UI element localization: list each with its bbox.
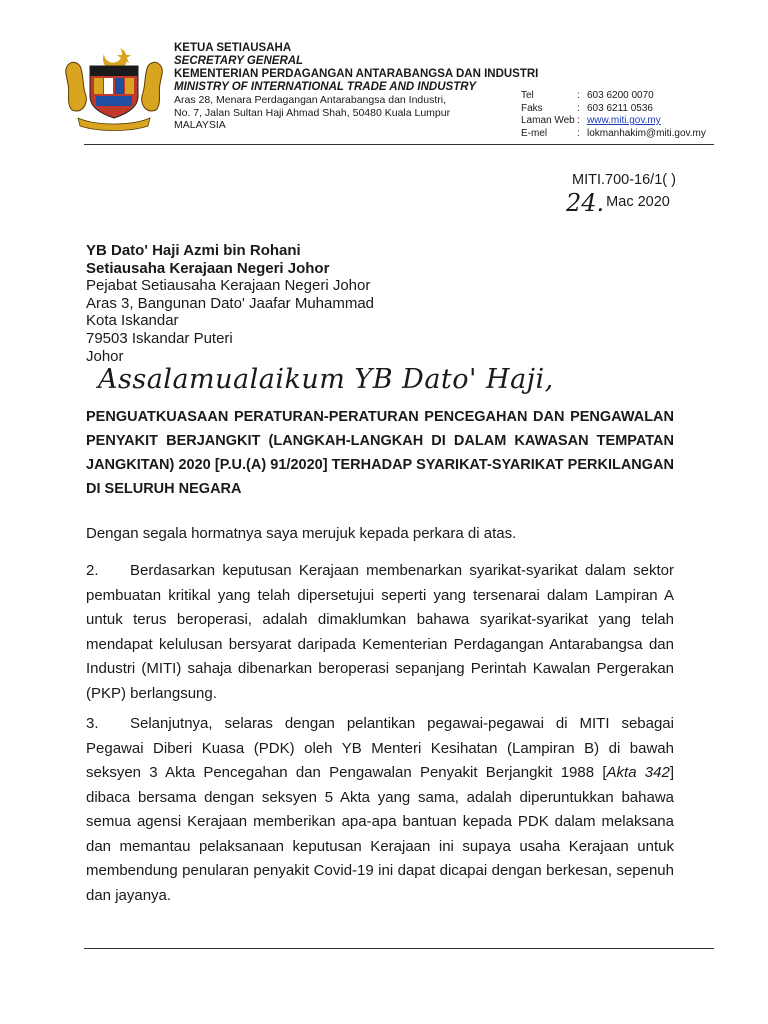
reference-number: MITI.700-16/1( ): [572, 172, 676, 188]
handwritten-greeting: Assalamualaikum YB Dato' Haji,: [98, 364, 554, 395]
ministry-name-en: MINISTRY OF INTERNATIONAL TRADE AND INDUSTRY: [174, 81, 476, 93]
ministry-address-line: Aras 28, Menara Perdagangan Antarabangsa dan Industri,: [174, 94, 447, 106]
recipient-address: [86, 242, 374, 365]
paragraph-text: Berdasarkan keputusan Kerajaan membenarkan syarikat-syarikat dalam sektor pembuatan kritikal yang telah dipersetujui seperti yang tersenarai dalam Lampiran A untuk terus beroperasi, adalah dimaklumkan bahawa syarikat-syarikat yang telah mendapat kelulusan bersyarat daripada Kementerian Perdagangan Antarabangsa dan Industri (MITI) sahaja dibenarkan beroperasi sepanjang Perintah Kawalan Pergerakan (PKP) berlangsung.: [86, 562, 674, 702]
paragraph-number: 2.: [86, 562, 99, 579]
contact-separator: :: [577, 127, 580, 139]
website-link[interactable]: www.miti.gov.my: [587, 115, 661, 126]
contact-separator: :: [577, 115, 580, 126]
recipient-name: YB Dato' Haji Azmi bin Rohani: [86, 242, 301, 259]
paragraph-text: ] dibaca bersama dengan seksyen 5 Akta yang sama, adalah diperuntukkan bahawa semua agensi Kerajaan memberikan apa-apa bantuan kepada PDK dalam melaksana dan memantau pelaksanaan keputusan Kerajaan ini supaya usaha Kerajaan untuk membendung penularan penyakit Covid-19 ini dapat dicapai dengan berkesan, sepenuh dan jayanya.: [86, 764, 674, 904]
contact-block: [521, 90, 706, 140]
ministry-address-line: No. 7, Jalan Sultan Haji Ahmad Shah, 50480 Kuala Lumpur: [174, 106, 451, 119]
letterhead: [174, 42, 538, 132]
paragraph-text: Selanjutnya, selaras dengan pelantikan pegawai-pegawai di MITI sebagai Pegawai Diberi Kuasa (PDK) oleh YB Menteri Kesihatan (Lampiran B) di bawah seksyen 3 Akta Pencegahan dan Pengawalan Penyakit Berjangkit 1988 [: [86, 715, 674, 781]
paragraph-3: [86, 712, 674, 908]
footer-divider: [84, 948, 714, 949]
contact-label: Tel: [521, 90, 534, 101]
paragraph-2: [86, 559, 674, 706]
letterhead-title: KETUA SETIAUSAHA: [174, 42, 292, 54]
contact-value: 603 6200 0070: [587, 90, 654, 101]
contact-fax: [521, 103, 706, 116]
contact-email: [521, 128, 706, 141]
address-line: Johor: [86, 347, 124, 365]
handwritten-day: 24.: [566, 189, 605, 217]
act-reference: Akta 342: [606, 764, 670, 781]
contact-label: Faks: [521, 102, 543, 114]
contact-tel: [521, 90, 706, 103]
address-line: 79503 Iskandar Puteri: [86, 329, 233, 347]
contact-separator: :: [577, 102, 580, 114]
letterhead-title-en: SECRETARY GENERAL: [174, 55, 304, 67]
contact-web: [521, 115, 706, 128]
recipient-title: Setiausaha Kerajaan Negeri Johor: [86, 259, 330, 277]
contact-value: 603 6211 0536: [587, 102, 653, 114]
intro-paragraph: Dengan segala hormatnya saya merujuk kepada perkara di atas.: [86, 525, 517, 542]
contact-label: E-mel: [521, 127, 548, 139]
address-line: Kota Iskandar: [86, 312, 179, 330]
email-value: lokmanhakim@miti.gov.my: [587, 127, 706, 139]
header-divider: [84, 144, 714, 145]
ministry-name: KEMENTERIAN PERDAGANGAN ANTARABANGSA DAN INDUSTRI: [174, 68, 539, 80]
government-crest-icon: [60, 44, 168, 132]
letter-date: [566, 190, 670, 216]
paragraph-number: 3.: [86, 715, 99, 732]
address-line: Pejabat Setiausaha Kerajaan Negeri Johor: [86, 277, 371, 295]
date-month-year: Mac 2020: [606, 194, 670, 210]
letter-subject: PENGUATKUASAAN PERATURAN-PERATURAN PENCEGAHAN DAN PENGAWALAN PENYAKIT BERJANGKIT (LANGKAH-LANGKAH DI DALAM KAWASAN TEMPATAN JANGKITAN) 2020 [P.U.(A) 91/2020] TERHADAP SYARIKAT-SYARIKAT PERKILANGAN DI SELURUH NEGARA: [86, 409, 674, 497]
ministry-address-line: MALAYSIA: [174, 119, 226, 131]
contact-label: Laman Web: [521, 115, 575, 126]
address-line: Aras 3, Bangunan Dato' Jaafar Muhammad: [86, 294, 375, 312]
contact-separator: :: [577, 90, 580, 101]
